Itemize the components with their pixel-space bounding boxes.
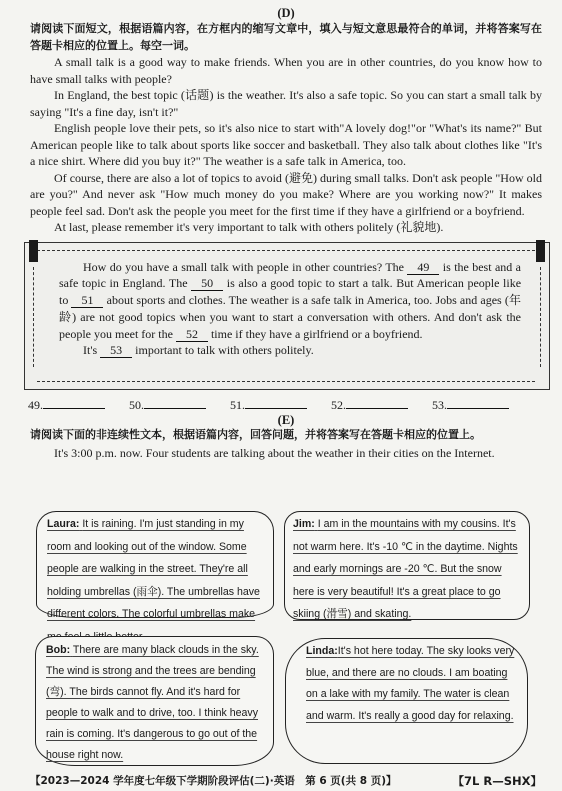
summary-fragment: important to talk with others politely. [135, 343, 314, 358]
summary-fragment: It's [83, 343, 98, 358]
answer-label: 52. [331, 397, 346, 412]
blank-52: 52 [176, 328, 208, 342]
answer-label: 50. [129, 397, 144, 412]
passage-paragraph: A small talk is a good way to make friends. When you are in other countries, do you know how to have small talks with people? [30, 55, 542, 86]
blank-51: 51 [71, 294, 103, 308]
speaker-name: Jim: [293, 518, 315, 530]
speech-text: I am in the mountains with my cousins. It's not warm here. It's -10 ℃ in the daytime. Nights and early mornings are -20 ℃. But the snow here is very beautiful! It's a great place to go skiing (滑雪) and skating. [293, 518, 518, 621]
box-dashed-border [37, 381, 535, 382]
answer-line[interactable] [346, 398, 408, 409]
speaker-name: Linda: [306, 645, 338, 657]
passage-paragraph: At last, please remember it's very important to talk with others politely (礼貌地). [54, 220, 444, 234]
speaker-name: Laura: [47, 518, 80, 530]
summary-fragment: time if they have a girlfriend or a boyfriend. [210, 326, 423, 341]
answer-label: 51. [230, 397, 245, 412]
passage-paragraph: English people love their pets, so it's also nice to start with"A lovely dog!"or "What's its name?" But American people like to talk about sports like soccer and basketball. They also talk about clothes like "It's a nice shirt. Where did you buy it?" The weather is a safe talk in America, too. [30, 121, 542, 168]
speaker-name: Bob: [46, 644, 71, 656]
section-e-heading: (E) [277, 412, 295, 427]
page-footer [30, 773, 542, 789]
blank-53: 53 [100, 344, 132, 358]
speech-bubble-laura [36, 511, 274, 621]
answer-item [432, 398, 533, 413]
summary-fragment: is also a good topic to start a talk. But American people like to [59, 276, 522, 308]
speech-bubble-linda [285, 638, 528, 764]
section-d-instruction: 请阅读下面短文，根据语篇内容，在方框内的缩写文章中，填入与短文意思最符合的单词，并将答案写在答题卡相应的位置上。每空一词。 [30, 22, 542, 52]
blank-50: 50 [191, 277, 223, 291]
summary-fragment: is the best and a safe topic in England. The [59, 259, 521, 291]
summary-fragment: about sports and clothes. The weather is a safe talk in America, too. Jobs and ages (年龄) are not good topics when you want to start a conversation with others. And don't ask the people you meet for the [59, 293, 521, 341]
answer-label: 53. [432, 397, 447, 412]
box-dashed-border [33, 267, 34, 367]
summary-fragment: How do you have a small talk with people in other countries? The [83, 259, 405, 274]
section-e-intro: It's 3:00 p.m. now. Four students are talking about the weather in their cities on the Internet. [54, 445, 495, 460]
speech-bubble-bob [35, 636, 274, 766]
answer-item [129, 398, 230, 413]
section-e-instruction: 请阅读下面的非连续性文本，根据语篇内容，回答问题，并将答案写在答题卡相应的位置上。 [30, 427, 481, 441]
answer-line[interactable] [43, 398, 105, 409]
answer-line[interactable] [144, 398, 206, 409]
passage-paragraph: Of course, there are also a lot of topics to avoid (避免) during small talks. Don't ask people "How old are you?" And never ask "How much money do you make? Where are you working now?" It makes people feel sad. Don't ask the people you meet for the first time if they have a girlfriend or a boyfriend. [30, 170, 542, 218]
box-dashed-border [37, 250, 535, 251]
blank-49: 49 [407, 261, 439, 275]
speech-text: It's hot here today. The sky looks very blue, and there are no clouds. I am boating on a lake with my family. The water is clean and warm. It's really a good day for relaxing. [306, 645, 515, 722]
speech-bubble-jim [284, 511, 530, 620]
section-d-passage [30, 54, 542, 236]
speech-text: It is raining. I'm just standing in my room and looking out of the window. Some people are walking in the street. They're all holding umbrellas (雨伞). The umbrellas have different colors. The colorful umbrellas make [47, 518, 260, 621]
answer-line[interactable] [245, 398, 307, 409]
answer-line[interactable] [447, 398, 509, 409]
summary-box [24, 242, 550, 390]
footer-code: 【7L R—SHX】 [452, 774, 542, 788]
section-d-heading: (D) [277, 6, 295, 20]
box-corner-tab [536, 240, 545, 262]
answer-item [230, 398, 331, 413]
box-corner-tab [29, 240, 38, 262]
box-dashed-border [540, 267, 541, 367]
answer-item [28, 398, 129, 413]
summary-text [59, 259, 521, 360]
footer-page-info: 【2023—2024 学年度七年级下学期阶段评估(二)·英语 第 6 页(共 8 页)】 [30, 775, 397, 787]
answer-lines [28, 398, 542, 413]
answer-item [331, 398, 432, 413]
passage-paragraph: In England, the best topic (话题) is the weather. It's also a safe topic. So you can start a small talk by saying "It's a fine day, isn't it?" [30, 88, 542, 119]
speech-text: There are many black clouds in the sky. The wind is strong and the trees are bending (弯). The birds cannot fly. And it's hard for people to walk and to drive, too. I think heavy rain is coming. It's dangerous to go out of the house right now. [46, 644, 259, 761]
answer-label: 49. [28, 397, 43, 412]
